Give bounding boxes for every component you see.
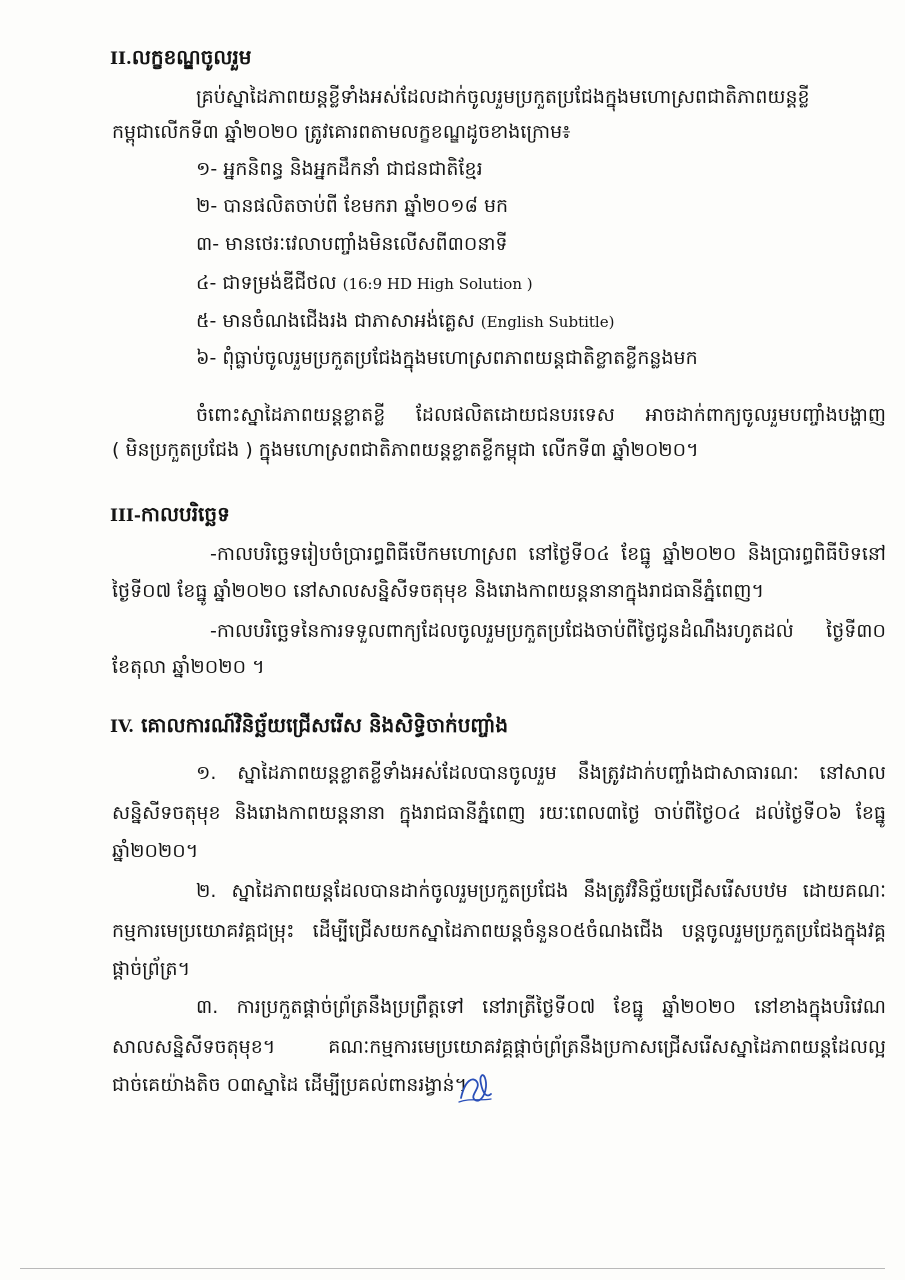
condition-item bbox=[196, 270, 533, 297]
condition-text: ១- អ្នកនិពន្ធ និងអ្នកដឹកនាំ ជាជនជាតិខ្មែរ bbox=[196, 158, 483, 180]
condition-latin-note: (16:9 HD High Solution ) bbox=[342, 275, 533, 293]
signature-icon bbox=[455, 1068, 495, 1108]
condition-item bbox=[196, 345, 698, 371]
intro-line: គ្រប់ស្នាដៃភាពយន្តខ្លីទាំងអស់ដែលដាក់ចូលរួមប្រកួតប្រជែងក្នុងមហោស្រពជាតិភាពយន្តខ្លី bbox=[196, 86, 810, 108]
condition-item bbox=[196, 156, 483, 182]
condition-text: ២- បានផលិតចាប់ពី ខែមករា ឆ្នាំ២០១៨ មក bbox=[196, 195, 509, 217]
section-number: IV. bbox=[110, 717, 135, 737]
page-bottom-edge bbox=[20, 1268, 885, 1269]
rule-paragraph-line: ជាច់គេយ៉ាងតិច ០៣ស្នាដៃ ដើម្បីប្រគល់ពានរង្វាន់។ bbox=[112, 1074, 468, 1096]
section-heading-dates bbox=[110, 501, 230, 529]
intro-line: កម្ពុជាលើកទី៣ ឆ្នាំ២០២០ ត្រូវគោរពតាមលក្ខខណ្ឌដូចខាងក្រោម៖ bbox=[112, 121, 571, 143]
festival-dates-line: ថ្ងៃទី០៧ ខែធ្នូ ឆ្នាំ២០២០ នៅសាលសន្និសីទចតុមុខ និងរោងកាពយន្តនានាក្នុងរាជធានីភ្នំពេញ។ bbox=[112, 580, 765, 602]
rule-paragraph-line: ២. ស្នាដៃភាពយន្តដែលបានដាក់ចូលរួមប្រកួតប្រជែង នឹងត្រូវវិនិច្ឆ័យជ្រើសរើសបឋម ដោយគណៈ bbox=[196, 880, 886, 902]
condition-text: ៦- ពុំធ្លាប់ចូលរួមប្រកួតប្រជែងក្នុងមហោស្រពភាពយន្តជាតិខ្លាតខ្លីកន្លងមក bbox=[196, 347, 698, 369]
rule-paragraph-line: ១. ស្នាដៃភាពយន្តខ្លាតខ្លីទាំងអស់ដែលបានចូលរួម នឹងត្រូវដាក់បញ្ចាំងជាសាធារណៈ នៅសាល bbox=[196, 762, 886, 784]
submission-deadline-line: ខែតុលា ឆ្នាំ២០២០ ។ bbox=[112, 656, 265, 678]
section-heading-selection bbox=[110, 712, 508, 740]
section-heading-conditions bbox=[110, 44, 251, 72]
condition-item bbox=[196, 308, 614, 335]
section-title: លក្ខខណ្ឌចូលរួម bbox=[131, 45, 252, 69]
condition-text: ៣- មានថេរៈវេលាបញ្ចាំងមិនលើសពី៣០នាទី bbox=[196, 233, 508, 255]
section-title: គោលការណ៍វិនិច្ឆ័យជ្រើសរើស និងសិទ្ធិចាក់បញ្ចាំង bbox=[141, 713, 509, 737]
rule-paragraph-line: ផ្តាច់ព្រ័ត្រ។ bbox=[112, 958, 191, 980]
condition-latin-note: (English Subtitle) bbox=[480, 313, 615, 331]
section-number: III- bbox=[110, 506, 141, 526]
submission-deadline-line: -កាលបរិច្ឆេទនៃការទទួលពាក្យដែលចូលរួមប្រកួតប្រជែងចាប់ពីថ្ងៃជូនដំណឹងរហូតដល់ ថ្ងៃទី៣០ bbox=[210, 620, 886, 642]
condition-item bbox=[196, 231, 508, 257]
rule-paragraph-line: សន្និសីទចតុមុខ និងរោងកាពយន្តនានា ក្នុងរាជធានីភ្នំពេញ រយៈពេល៣ថ្ងៃ ចាប់ពីថ្ងៃ០៤ ដល់ថ្ងៃទី០៦ ខែធ្នូ bbox=[112, 802, 886, 824]
rule-paragraph-line: កម្មការមេប្រយោគវគ្គជម្រុះ ដើម្បីជ្រើសយកស្នាដៃភាពយន្តចំនួន០៥ចំណងជើង បន្តចូលរួមប្រកួតប្រជែងក្នុងវគ្គ bbox=[112, 920, 886, 942]
section-title: កាលបរិច្ឆេទ bbox=[140, 502, 230, 526]
condition-item bbox=[196, 193, 508, 219]
rule-paragraph-line: ៣. ការប្រកួតផ្តាច់ព្រ័ត្រនឹងប្រព្រឹត្តទៅ នៅរាត្រីថ្ងៃទី០៧ ខែធ្នូ ឆ្នាំ២០២០ នៅខាងក្នុងបរិវេណ bbox=[196, 996, 886, 1018]
condition-text: ៥- មានចំណងជើងរង ជាភាសាអង់គ្លេស bbox=[196, 310, 475, 332]
festival-dates-line: -កាលបរិច្ឆេទរៀបចំប្រារព្ធពិធីបើកមហោស្រព នៅថ្ងៃទី០៤ ខែធ្នូ ឆ្នាំ២០២០ និងប្រារព្ធពិធីបិទនៅ bbox=[210, 543, 886, 565]
rule-paragraph-line: ឆ្នាំ២០២០។ bbox=[112, 840, 199, 862]
condition-text: ៤- ជាទម្រង់ឌីជីថល bbox=[196, 272, 337, 294]
section-number: II. bbox=[110, 49, 132, 69]
rule-paragraph-line: សាលសន្និសីទចតុមុខ។ គណៈកម្មការមេប្រយោគវគ្គផ្តាច់ព្រ័ត្រនឹងប្រកាសជ្រើសរើសស្នាដៃភាពយន្តដែលល្អ bbox=[112, 1036, 886, 1058]
foreign-films-note: ( មិនប្រកួតប្រជែង ) ក្នុងមហោស្រពជាតិភាពយន្តខ្លាតខ្លីកម្ពុជា លើកទី៣ ឆ្នាំ២០២០។ bbox=[112, 439, 699, 461]
foreign-films-note: ចំពោះស្នាដៃភាពយន្តខ្លាតខ្លី ដែលផលិតដោយជនបរទេស អាចដាក់ពាក្យចូលរួមបញ្ចាំងបង្ហាញ bbox=[196, 404, 886, 426]
